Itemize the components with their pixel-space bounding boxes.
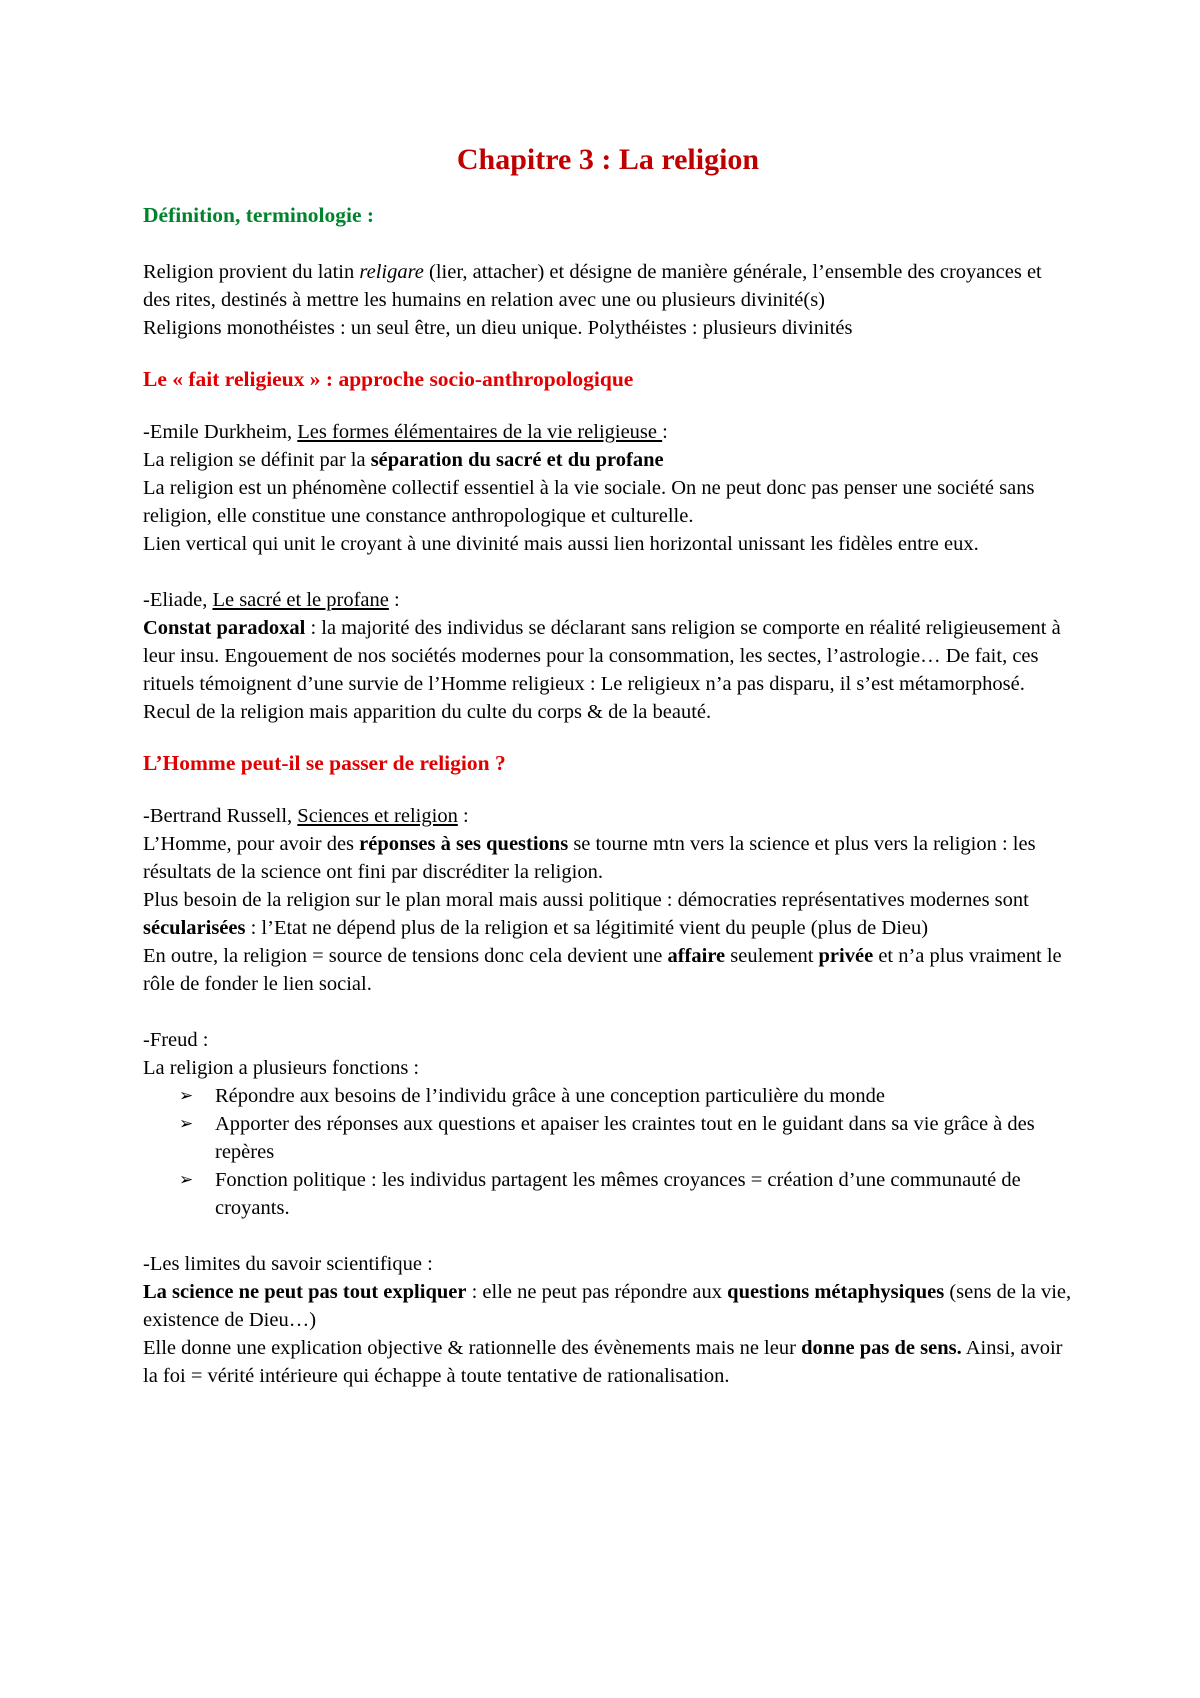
text: Religion provient du latin (143, 261, 360, 283)
durkheim-line-1 (143, 446, 1073, 474)
arrow-bullet-icon: ➢ (179, 1170, 194, 1190)
emphasis: sécularisées (143, 917, 246, 939)
russell-line-3 (143, 942, 1073, 998)
russell-line-2 (143, 886, 1073, 942)
text: : (662, 421, 668, 443)
durkheim-line-2: La religion est un phénomène collectif essentiel à la vie sociale. On ne peut donc pas penser une société sans religion, elle constitue une constance anthropologique et culturelle. (143, 477, 1035, 527)
document-body (143, 140, 1073, 1390)
section-heading-definition: Définition, terminologie : (143, 203, 375, 227)
list-item (179, 1166, 1073, 1222)
list-item-text: Répondre aux besoins de l’individu grâce à une conception particulière du monde (215, 1085, 886, 1107)
russell-line-1 (143, 830, 1073, 886)
author: -Emile Durkheim, (143, 421, 298, 443)
text: : (457, 805, 469, 827)
limites-heading: -Les limites du savoir scientifique : (143, 1253, 433, 1275)
text: (lier, attacher) et désigne de manière générale, l’ensemble des croyances et des rites, destinés à mettre les humains en relation avec une ou plusieurs divinité(s) (143, 261, 1042, 311)
limites-line-1 (143, 1278, 1073, 1334)
eliade-line-1 (143, 614, 1073, 698)
paragraph-definition (143, 258, 1073, 314)
section-heading-fait-religieux: Le « fait religieux » : approche socio-anthropologique (143, 367, 634, 391)
text: La religion se définit par la (143, 449, 371, 471)
list-item (179, 1082, 1073, 1110)
text: seulement (725, 945, 819, 967)
emphasis: La science ne peut pas tout expliquer (143, 1281, 467, 1303)
text: : la majorité des individus se déclarant sans religion se comporte en réalité religieusement à leur insu. Engouement de nos sociétés modernes pour la consommation, les sectes, l’astrologie… De fait, ces rituels témoignent d’une survie de l’Homme religieux : Le religieux n’a pas disparu, il s’est métamorphosé. (143, 617, 1061, 695)
chapter-title: Chapitre 3 : La religion (456, 143, 760, 176)
emphasis: réponses à ses questions (359, 833, 569, 855)
section-heading-homme: L’Homme peut-il se passer de religion ? (143, 751, 506, 775)
list-item-text: Apporter des réponses aux questions et apaiser les craintes tout en le guidant dans sa vie grâce à des repères (215, 1113, 1035, 1163)
text: : l’Etat ne dépend plus de la religion et sa légitimité vient du peuple (plus de Dieu) (245, 917, 929, 939)
text: se tourne mtn vers la science et plus vers la religion : les résultats de la science ont fini par discréditer la religion. (143, 833, 1036, 883)
work-title: Sciences et religion (297, 805, 458, 827)
arrow-bullet-icon: ➢ (179, 1086, 194, 1106)
work-title: Les formes élémentaires de la vie religieuse (297, 421, 663, 443)
emphasis: questions métaphysiques (727, 1281, 945, 1303)
durkheim-line-3: Lien vertical qui unit le croyant à une divinité mais aussi lien horizontal unissant les fidèles entre eux. (143, 533, 979, 555)
emphasis: Constat paradoxal (143, 617, 306, 639)
freud-functions-list (143, 1082, 1073, 1222)
text: : elle ne peut pas répondre aux (466, 1281, 728, 1303)
text: Elle donne une explication objective & rationnelle des évènements mais ne leur (143, 1337, 802, 1359)
author: -Bertrand Russell, (143, 805, 298, 827)
emphasis: affaire (667, 945, 726, 967)
arrow-bullet-icon: ➢ (179, 1114, 194, 1134)
emphasis: donne pas de sens. (801, 1337, 962, 1359)
eliade-reference (143, 586, 1073, 614)
text: L’Homme, pour avoir des (143, 833, 360, 855)
latin-term: religare (359, 261, 424, 283)
list-item (179, 1110, 1073, 1166)
freud-intro: La religion a plusieurs fonctions : (143, 1057, 420, 1079)
text: : (388, 589, 400, 611)
text: Plus besoin de la religion sur le plan moral mais aussi politique : démocraties représentatives modernes sont (143, 889, 1029, 911)
paragraph-monotheism: Religions monothéistes : un seul être, un dieu unique. Polythéistes : plusieurs divinités (143, 317, 853, 339)
author: -Eliade, (143, 589, 213, 611)
eliade-line-2: Recul de la religion mais apparition du culte du corps & de la beauté. (143, 701, 712, 723)
russell-reference (143, 802, 1073, 830)
limites-line-2 (143, 1334, 1073, 1390)
text: Ainsi, avoir la foi = vérité intérieure qui échappe à toute tentative de rationalisation. (143, 1337, 1063, 1387)
list-item-text: Fonction politique : les individus partagent les mêmes croyances = création d’une communauté de croyants. (215, 1169, 1021, 1219)
emphasis: séparation du sacré et du profane (370, 449, 664, 471)
durkheim-reference (143, 418, 1073, 446)
text: (sens de la vie, existence de Dieu…) (143, 1281, 1072, 1331)
text: et n’a plus vraiment le rôle de fonder le lien social. (143, 945, 1062, 995)
freud-reference: -Freud : (143, 1029, 209, 1051)
work-title: Le sacré et le profane (212, 589, 389, 611)
text: En outre, la religion = source de tensions donc cela devient une (143, 945, 668, 967)
emphasis: privée (818, 945, 874, 967)
